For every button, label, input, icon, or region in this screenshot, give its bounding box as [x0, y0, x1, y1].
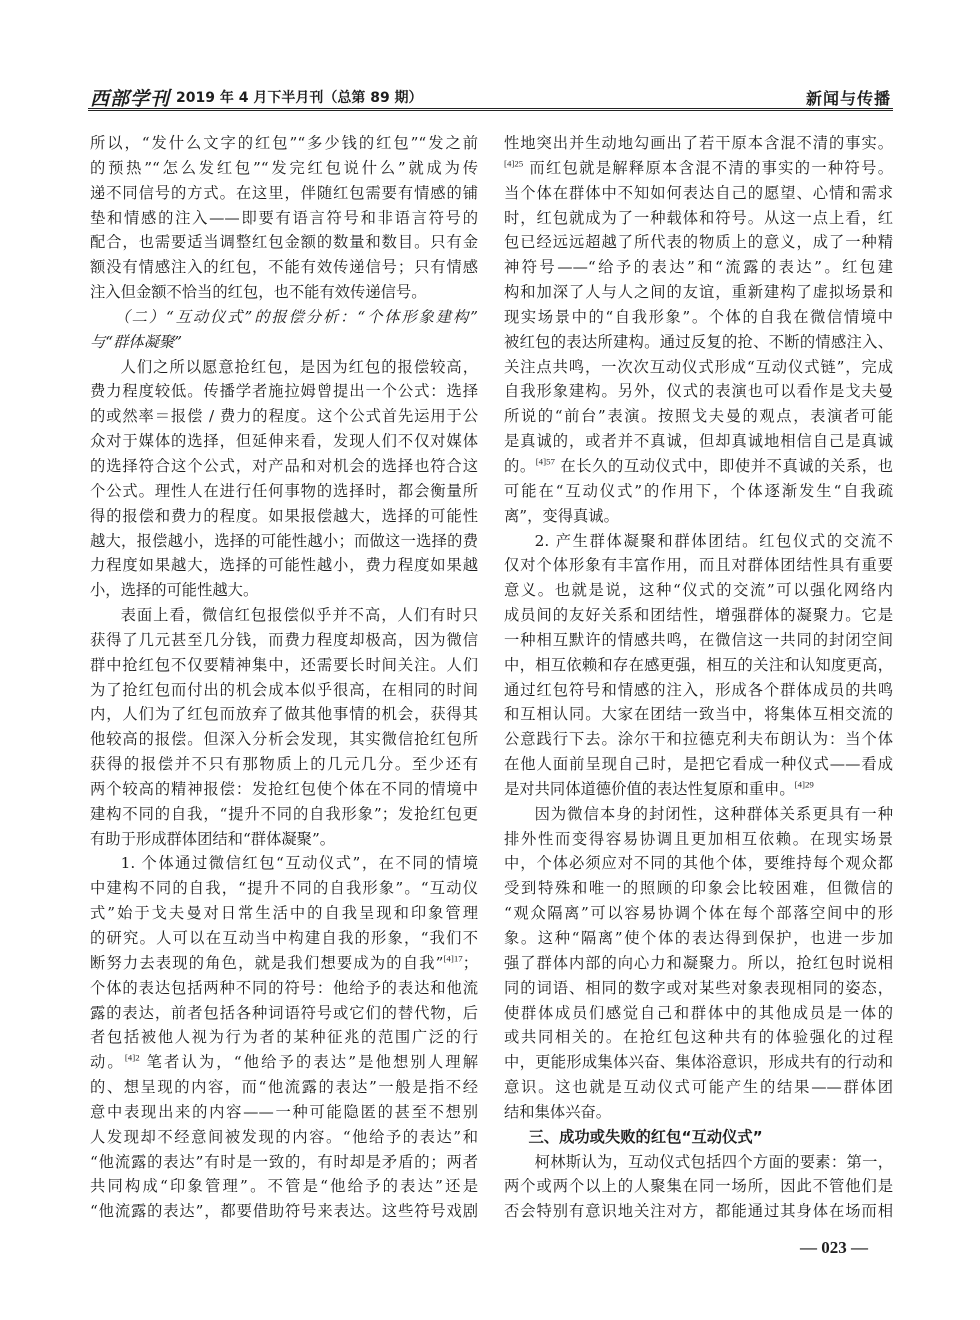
- text-line: 人们之所以愿意抢红包，是因为红包的报偿较高，: [120, 357, 478, 376]
- text-line: 群中抢红包不仅要精神集中，还需要长时间关注。人们: [90, 655, 478, 674]
- paragraph: [90, 603, 478, 851]
- text-line: [504, 156, 893, 181]
- text-line: 1. 个体通过微信红包“互动仪式”，在不同的情境: [120, 854, 478, 873]
- text-line: 他较高的报偿。但深入分析会发现，其实微信抢红包所: [90, 730, 478, 749]
- text-segment: 笔者认为，“他给予的表达”是他想别人理解: [139, 1053, 478, 1072]
- text-line: 配合，也需要适当调整红包金额的数量和数目。只有金: [90, 233, 478, 252]
- text-line: 强了群体内部的向心力和凝聚力。所以，抢红包时说相: [504, 953, 893, 972]
- text-line: 2. 产生群体凝聚和群体团结。红包仪式的交流不: [534, 531, 893, 550]
- text-line: 得的报偿和费力的程度。如果报偿越大，选择的可能性: [90, 506, 478, 525]
- text-segment: 是对共同体道德价值的表达性复原和重申。: [504, 779, 795, 798]
- text-line: 共同构成“印象管理”。不管是“他给予的表达”还是: [90, 1177, 478, 1196]
- paragraph: [90, 851, 478, 1224]
- text-line: 性地突出并生动地勾画出了若干原本含混不清的事实。: [504, 134, 893, 152]
- text-line: 意中表现出来的内容——一种可能隐匿的甚至不想别: [90, 1102, 478, 1121]
- text-line: 中，相互依赖和存在感更强，相互的关注和认知度更高，: [504, 655, 893, 674]
- text-line: 的预热”“怎么发红包”“发完红包说什么”就成为传: [90, 158, 478, 177]
- text-line: 所以，“发什么文字的红包”“多少钱的红包”“发之前: [90, 134, 478, 152]
- text-line: 众对于媒体的选择，但延伸来看，发现人们不仅对媒体: [90, 432, 478, 451]
- text-line: 离”，变得真诚。: [504, 506, 619, 525]
- paragraph: [90, 355, 478, 603]
- text-line: 两个较高的精神报偿：发抢红包使个体在不同的情境中: [90, 779, 478, 798]
- text-line: 额没有情感注入的红包，不能有效传递信号；只有情感: [90, 258, 478, 277]
- right-column: [504, 131, 893, 1224]
- text-line: “他流露的表达”有时是一致的，有时却是矛盾的；两者: [90, 1152, 478, 1171]
- text-line: 和互相认同。大家在团结一致当中，将集体互相交流的: [504, 705, 893, 724]
- section-heading: [90, 305, 478, 355]
- paragraph: [504, 131, 893, 529]
- text-line: 可能在“互动仪式”的作用下，个体逐渐发生“自我疏: [504, 481, 893, 500]
- text-line: 因为微信本身的封闭性，这种群体关系更具有一种: [534, 804, 893, 823]
- issue-info: 2019 年 4 月下半月刊（总第 89 期）: [176, 90, 423, 106]
- text-line: 包已经远远超越了所代表的物质上的意义，成了一种精: [504, 233, 893, 252]
- text-line: 时，红包就成为了一种载体和符号。从这一点上看，红: [504, 208, 893, 227]
- text-line: 受到特殊和唯一的照顾的印象会比较困难，但微信的: [504, 879, 893, 898]
- text-line: 所说的“前台”表演。按照戈夫曼的观点，表演者可能: [504, 407, 893, 426]
- section-heading: [504, 1125, 893, 1150]
- running-header: [88, 84, 893, 111]
- journal-logo: 西部学刊: [90, 88, 171, 110]
- text-line: 自我形象建构。另外，仪式的表演也可以看作是戈夫曼: [504, 382, 893, 401]
- citation-ref: [4]2: [124, 1052, 140, 1063]
- text-line: 被红包的表达所建构。通过反复的抢、不断的情感注入、: [504, 332, 893, 351]
- citation-ref: [4]25: [504, 158, 524, 169]
- text-line: 获得了几元甚至几分钱，而费力程度却极高，因为微信: [90, 630, 478, 649]
- text-line: 否会特别有意识地关注对方，都能通过其身体在场而相: [504, 1202, 893, 1221]
- text-line: 排外性而变得容易协调且更加相互依赖。在现实场景: [504, 829, 893, 848]
- text-line: 通过红包符号和情感的注入，形成各个群体成员的共鸣: [504, 680, 893, 699]
- text-segment: 而红包就是解释原本含混不清的事实的一种符号。: [523, 158, 893, 177]
- text-line: 建构不同的自我，“提升不同的自我形象”；发抢红包更: [90, 804, 478, 823]
- text-line: [504, 454, 893, 479]
- text-line: 现实场景中的“自我形象”。个体的自我在微信情境中: [504, 307, 893, 326]
- text-line: 与“群体凝聚”: [90, 332, 183, 351]
- text-segment: 动。: [90, 1053, 125, 1072]
- text-line: 一种相互默许的情感共鸣，在微信这一共同的封闭空间: [504, 630, 893, 649]
- text-line: 露的表达，前者包括各种词语符号或它们的替代物，后: [90, 1003, 478, 1022]
- text-line: 神符号——“给予的表达”和“流露的表达”。红包建: [504, 258, 893, 277]
- text-segment: ；: [462, 953, 478, 972]
- text-line: （二）“互动仪式”的报偿分析：“个体形象建构”: [114, 307, 478, 326]
- text-segment: 的。: [504, 456, 536, 475]
- text-line: 的研究。人可以在互动当中构建自我的形象，“我们不: [90, 929, 478, 947]
- text-line: [504, 777, 893, 802]
- text-line: 意义。也就是说，这种“仪式的交流”可以强化网络内: [504, 581, 893, 600]
- text-line: 越大，报偿越小，选择的可能性越小；而做这一选择的费: [90, 531, 478, 550]
- citation-ref: [4]29: [794, 779, 814, 790]
- text-line: 柯林斯认为，互动仪式包括四个方面的要素：第一，: [534, 1152, 893, 1171]
- citation-ref: [4]57: [535, 456, 555, 467]
- text-line: 内，人们为了红包而放弃了做其他事情的机会，获得其: [90, 705, 478, 724]
- text-segment: 断努力去表现的角色，就是我们想要成为的自我”: [90, 953, 444, 972]
- text-line: 的选择符合这个公式，对产品和对机会的选择也符合这: [90, 456, 478, 475]
- paragraph: [90, 131, 478, 305]
- page-number: — 023 —: [800, 1238, 868, 1257]
- text-line: 中，个体必须应对不同的其他个体，要维持每个观众都: [504, 854, 893, 873]
- text-line: 表面上看，微信红包报偿似乎并不高，人们有时只: [120, 606, 478, 625]
- text-line: “观众隔离”可以容易协调个体在每个部落空间中的形: [504, 904, 893, 923]
- text-line: 小，选择的可能性越大。: [90, 581, 259, 600]
- text-line: [90, 1050, 478, 1075]
- text-line: 有助于形成群体团结和“群体凝聚”。: [90, 829, 336, 848]
- text-line: 递不同信号的方式。在这里，伴随红包需要有情感的铺: [90, 183, 478, 202]
- text-line: 使群体成员们感觉自己和群体中的其他成员是一体的: [504, 1003, 893, 1022]
- left-column: [90, 131, 478, 1224]
- text-line: 同的词语、相同的数字或对某些对象表现相同的姿态，: [504, 978, 893, 997]
- text-line: 获得的报偿并不只有那物质上的几元几分。至少还有: [90, 755, 478, 774]
- section-name: 新闻与传播: [805, 89, 891, 108]
- paragraph: [504, 802, 893, 1125]
- text-line: 个公式。理性人在进行任何事物的选择时，都会衡量所: [90, 481, 478, 500]
- text-line: 人发现却不经意间被发现的内容。“他给予的表达”和: [90, 1127, 478, 1146]
- text-line: 垫和情感的注入——即要有语言符号和非语言符号的: [90, 208, 478, 227]
- text-line: 中，更能形成集体兴奋、集体浴意识，形成共有的行动和: [504, 1053, 893, 1072]
- text-line: 三、成功或失败的红包“互动仪式”: [528, 1127, 763, 1146]
- paragraph: [504, 529, 893, 802]
- text-line: 力程度如果越大，选择的可能性越小，费力程度如果越: [90, 556, 478, 575]
- text-line: 的、想呈现的内容，而“他流露的表达”一般是指不经: [90, 1078, 478, 1097]
- text-line: 中建构不同的自我，“提升不同的自我形象”。“互动仪: [90, 879, 478, 898]
- text-line: [90, 951, 478, 976]
- text-line: 公意践行下去。涂尔干和拉德克利夫布朗认为：当个体: [504, 730, 893, 749]
- text-line: 在他人面前呈现自己时，是把它看成一种仪式——看成: [504, 755, 893, 774]
- text-segment: 在长久的互动仪式中，即使并不真诚的关系，也: [554, 456, 893, 475]
- text-line: 个体的表达包括两种不同的符号：他给予的表达和他流: [90, 978, 478, 997]
- text-line: 仅对个体形象有丰富作用，而且对群体团结性具有重要: [504, 556, 893, 575]
- text-line: 关注点共鸣，一次次互动仪式形成“互动仪式链”，完成: [504, 357, 893, 376]
- text-line: 为了抢红包而付出的机会成本似乎很高，在相同的时间: [90, 680, 478, 699]
- text-line: 当个体在群体中不知如何表达自己的愿望、心情和需求: [504, 183, 893, 202]
- text-line: 费力程度较低。传播学者施拉姆曾提出一个公式：选择: [90, 382, 478, 401]
- text-line: 的或然率＝报偿 / 费力的程度。这个公式首先运用于公: [90, 407, 478, 426]
- text-line: “他流露的表达”，都要借助符号来表达。这些符号戏剧: [90, 1202, 478, 1221]
- text-line: 或共同相关的。在抢红包这种共有的体验强化的过程: [504, 1028, 893, 1047]
- text-line: 两个或两个以上的人聚集在同一场所，因此不管他们是: [504, 1177, 893, 1196]
- text-line: 象。这种“隔离”使个体的表达得到保护，也进一步加: [504, 929, 893, 947]
- text-line: 式”始于戈夫曼对日常生活中的自我呈现和印象管理: [90, 904, 478, 923]
- paragraph: [504, 1150, 893, 1225]
- citation-ref: [4]17: [443, 953, 463, 964]
- text-line: 意识。这也就是互动仪式可能产生的结果——群体团: [504, 1078, 893, 1097]
- text-line: 成员间的友好关系和团结性，增强群体的凝聚力。它是: [504, 606, 893, 625]
- text-line: 结和集体兴奋。: [504, 1102, 612, 1121]
- text-line: 者包括被他人视为行为者的某种征兆的范围广泛的行: [90, 1028, 478, 1047]
- text-line: 是真诚的，或者并不真诚，但却真诚地相信自己是真诚: [504, 432, 893, 451]
- text-line: 注入但金额不恰当的红包，也不能有效传递信号。: [90, 283, 427, 302]
- text-line: 构和加深了人与人之间的友谊，重新建构了虚拟场景和: [504, 283, 893, 302]
